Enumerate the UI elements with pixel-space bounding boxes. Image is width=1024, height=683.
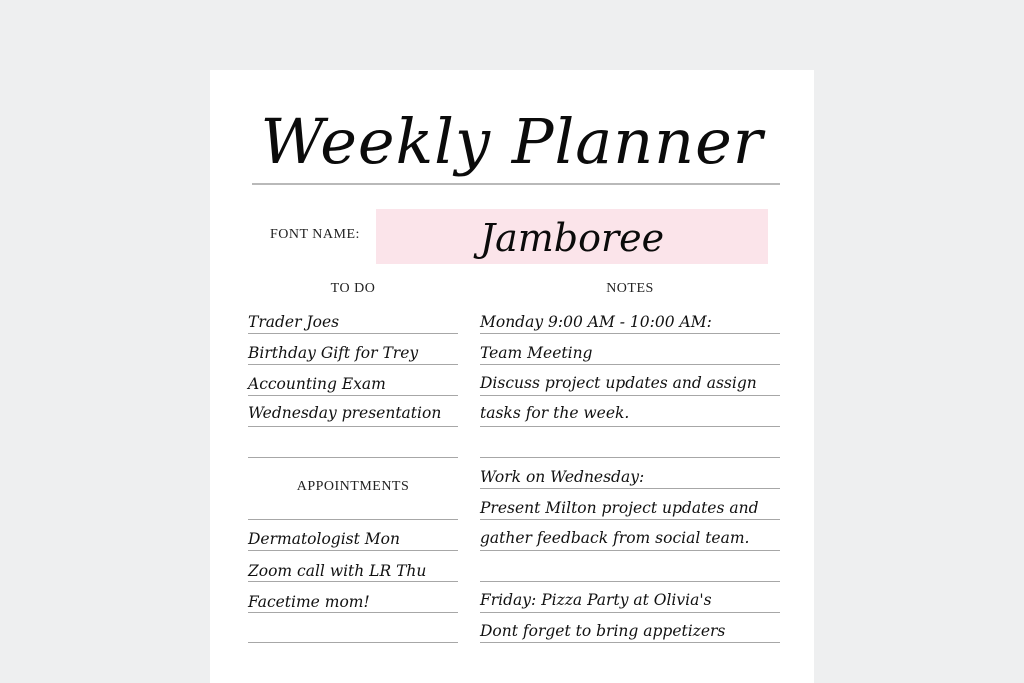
todo-item: Wednesday presentation bbox=[248, 404, 442, 422]
note-line bbox=[480, 395, 780, 396]
title-divider bbox=[252, 183, 780, 185]
appointment-line bbox=[248, 550, 458, 551]
appointment-line bbox=[248, 642, 458, 643]
todo-heading: TO DO bbox=[330, 281, 376, 296]
note-line bbox=[480, 642, 780, 643]
note-line-text: Discuss project updates and assign bbox=[480, 374, 757, 392]
planner-sheet bbox=[210, 70, 814, 683]
todo-line bbox=[248, 364, 458, 365]
note-line-text: Dont forget to bring appetizers bbox=[480, 622, 726, 640]
note-line bbox=[480, 612, 780, 613]
note-line-text: Friday: Pizza Party at Olivia's bbox=[480, 591, 712, 609]
note-line-text: Work on Wednesday: bbox=[480, 468, 645, 486]
appointment-line bbox=[248, 581, 458, 582]
todo-item: Accounting Exam bbox=[248, 375, 386, 393]
note-line bbox=[480, 364, 780, 365]
note-line bbox=[480, 333, 780, 334]
todo-line bbox=[248, 333, 458, 334]
font-name-value: Jamboree bbox=[479, 216, 665, 260]
note-line-text: Present Milton project updates and bbox=[480, 499, 759, 517]
note-line bbox=[480, 457, 780, 458]
note-line bbox=[480, 550, 780, 551]
font-name-box bbox=[376, 209, 768, 264]
todo-line bbox=[248, 457, 458, 458]
note-line-text: tasks for the week. bbox=[480, 404, 630, 422]
note-line bbox=[480, 488, 780, 489]
note-line bbox=[480, 426, 780, 427]
todo-item: Birthday Gift for Trey bbox=[248, 344, 419, 362]
todo-line bbox=[248, 426, 458, 427]
note-line bbox=[480, 581, 780, 582]
appointment-item: Dermatologist Mon bbox=[248, 530, 400, 548]
todo-line bbox=[248, 395, 458, 396]
note-line-text: gather feedback from social team. bbox=[480, 529, 750, 547]
appointment-line bbox=[248, 612, 458, 613]
note-line-text: Team Meeting bbox=[480, 344, 593, 362]
todo-item: Trader Joes bbox=[248, 313, 340, 331]
note-line bbox=[480, 519, 780, 520]
font-name-label: FONT NAME: bbox=[270, 227, 360, 242]
appointment-item: Zoom call with LR Thu bbox=[248, 562, 427, 580]
note-line-text: Monday 9:00 AM - 10:00 AM: bbox=[480, 313, 712, 331]
planner-title: Weekly Planner bbox=[260, 105, 764, 178]
appointment-item: Facetime mom! bbox=[248, 593, 370, 611]
notes-heading: NOTES bbox=[606, 281, 654, 296]
appointments-heading: APPOINTMENTS bbox=[296, 479, 410, 494]
appointment-line bbox=[248, 519, 458, 520]
